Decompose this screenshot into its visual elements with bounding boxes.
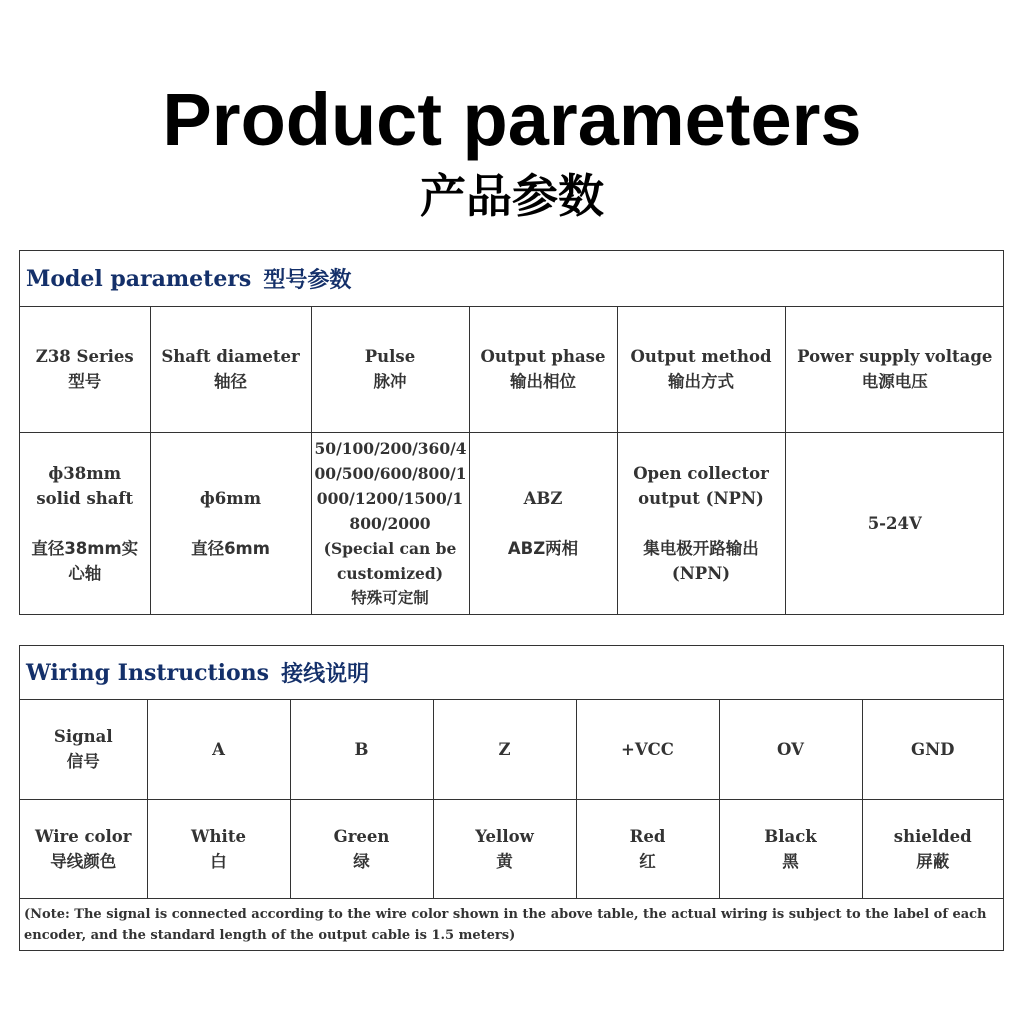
header-output-phase: Output phase 输出相位 — [469, 307, 617, 432]
wire-color-label: Wire color 导线颜色 — [20, 799, 147, 898]
model-parameters-panel — [19, 250, 1004, 615]
header-output-method: Output method 输出方式 — [617, 307, 785, 432]
wire-color-red: Red 红 — [576, 799, 719, 898]
header-series: Z38 Series 型号 — [20, 307, 150, 432]
signal-ov: OV — [719, 700, 862, 799]
signal-z: Z — [433, 700, 576, 799]
wire-color-white: White 白 — [147, 799, 290, 898]
wire-color-green: Green 绿 — [290, 799, 433, 898]
value-shaft-diameter: ф6mm 直径6mm — [150, 432, 311, 614]
value-output-method: Open collector output (NPN) 集电极开路输出 (NPN) — [617, 432, 785, 614]
value-pulse: 50/100/200/360/4 00/500/600/800/1 000/1200/1500/1 800/2000 (Special can be customized) 特殊可定制 — [311, 432, 469, 614]
wire-color-black: Black 黑 — [719, 799, 862, 898]
model-value-row — [20, 432, 1004, 614]
model-heading-en: Model parameters — [26, 265, 252, 292]
value-series: ф38mm solid shaft 直径38mm实 心轴 — [20, 432, 150, 614]
wiring-heading-cn: 接线说明 — [281, 662, 370, 687]
page-title: Product parameters — [162, 78, 862, 161]
wire-color-row — [20, 799, 1003, 898]
model-parameters-heading — [20, 251, 1003, 307]
wire-color-shielded: shielded 屏蔽 — [862, 799, 1003, 898]
wiring-heading-en: Wiring Instructions — [26, 659, 270, 686]
header-power-supply-voltage: Power supply voltage 电源电压 — [785, 307, 1004, 432]
value-power-supply-voltage: 5-24V — [785, 432, 1004, 614]
model-parameters-table — [20, 307, 1004, 614]
value-output-phase: ABZ ABZ两相 — [469, 432, 617, 614]
wire-color-yellow: Yellow 黄 — [433, 799, 576, 898]
model-header-row — [20, 307, 1004, 432]
model-heading-cn: 型号参数 — [263, 268, 352, 293]
wiring-instructions-heading — [20, 646, 1003, 700]
signal-label: Signal 信号 — [20, 700, 147, 799]
signal-gnd: GND — [862, 700, 1003, 799]
page-subtitle: 产品参数 — [420, 169, 604, 223]
header-pulse: Pulse 脉冲 — [311, 307, 469, 432]
wiring-note: (Note: The signal is connected according to the wire color shown in the above table, the actual wiring is subject to the label of each encoder, and the standard length of the output cable is 1.5 meters) — [20, 898, 1003, 950]
header-shaft-diameter: Shaft diameter 轴径 — [150, 307, 311, 432]
signal-b: B — [290, 700, 433, 799]
signal-row — [20, 700, 1003, 799]
signal-a: A — [147, 700, 290, 799]
wiring-table — [20, 700, 1003, 898]
wiring-instructions-panel — [19, 645, 1004, 951]
signal-vcc: +VCC — [576, 700, 719, 799]
